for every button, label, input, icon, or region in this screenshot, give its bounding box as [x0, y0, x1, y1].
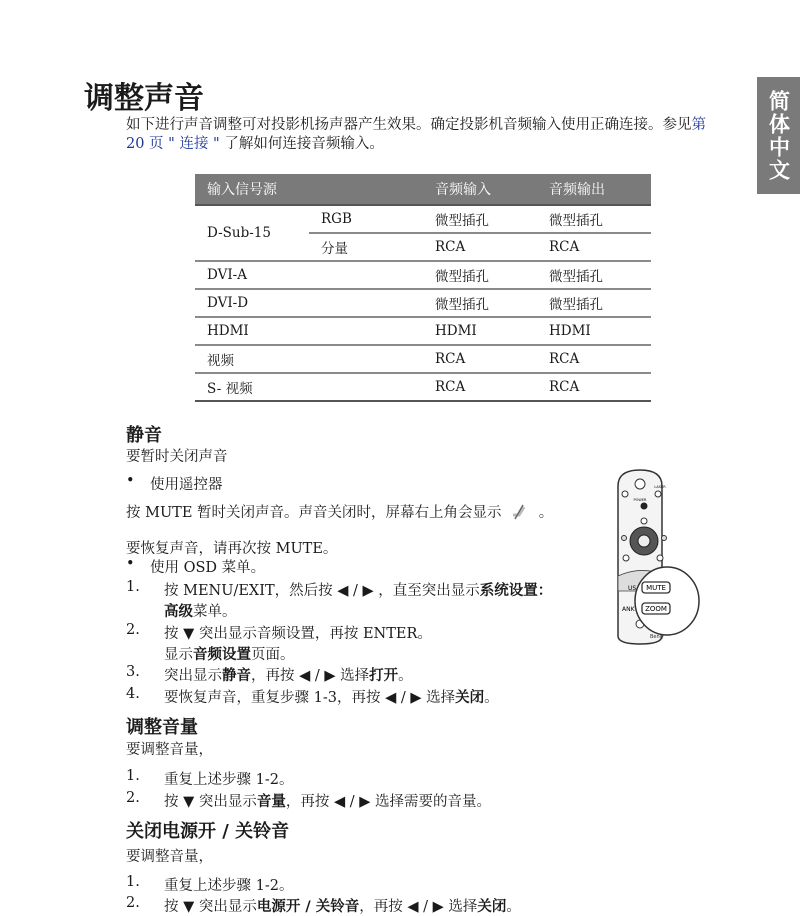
volume-desc: 要调整音量， [126, 742, 213, 758]
volume-section-title: 调整音量 [126, 717, 198, 738]
table-cell: HDMI [195, 317, 309, 345]
table-cell: DVI-D [195, 289, 309, 317]
table-cell: HDMI [423, 317, 537, 345]
mute-step-2-cont: 显示音频设置页面。 [164, 647, 295, 663]
table-header-row [195, 174, 651, 205]
table-cell [309, 261, 423, 289]
table-cell: 分量 [309, 233, 423, 261]
table-cell: 微型插孔 [435, 213, 489, 229]
table-cell: RCA [537, 233, 651, 261]
mute-step-1-cont: 高级菜单。 [164, 604, 237, 620]
table-cell: RGB [321, 211, 352, 227]
table-cell [309, 289, 423, 317]
table-cell: RCA [537, 345, 651, 373]
table-cell: 视频 [195, 345, 309, 373]
table-cell: DVI-A [195, 261, 309, 289]
table-row [195, 345, 651, 373]
connection-link[interactable]: 第 20 页 " 连接 " [126, 117, 706, 152]
mute-restore-text: 要恢复声音，请再次按 MUTE。 [126, 541, 338, 557]
mute-step-3: 突出显示静音，再按 ◀ / ▶ 选择打开。 [164, 668, 413, 684]
bullet: • [126, 473, 135, 489]
audio-signal-table [195, 174, 651, 402]
step-number: 1. [126, 768, 140, 784]
power-tone-section-title: 关闭电源开 / 关铃音 [126, 821, 290, 842]
power-label: POWER [633, 498, 647, 502]
us-label: US [628, 585, 637, 592]
laser-label: LASER [654, 485, 666, 489]
step-number: 3. [126, 664, 140, 680]
table-cell: 微型插孔 [537, 289, 651, 317]
step-number: 2. [126, 790, 140, 806]
mute-step-2: 按 ▼ 突出显示音频设置，再按 ENTER。 [164, 626, 432, 642]
bullet: • [126, 556, 135, 572]
power-tone-desc: 要调整音量， [126, 849, 213, 865]
header-audio-in: 音频输入 [423, 174, 537, 205]
mute-remote-line: 按 MUTE 暂时关闭声音。声音关闭时，屏幕右上角会显示 。 [126, 505, 554, 521]
header-input-source: 输入信号源 [195, 174, 309, 205]
step-number: 4. [126, 686, 140, 702]
step-number: 2. [126, 622, 140, 638]
mute-step-1: 按 MENU/EXIT，然后按 ◀ / ▶ ，直至突出显示系统设置： [164, 583, 553, 599]
header-audio-out: 音频输出 [537, 174, 651, 205]
table-cell: D-Sub-15 [195, 205, 309, 261]
table-cell [309, 317, 423, 345]
table-cell: S- 视频 [195, 373, 309, 401]
remote-control-illustration [610, 466, 702, 646]
table-cell: HDMI [537, 317, 651, 345]
mute-bullet-osd: 使用 OSD 菜单。 [150, 560, 266, 576]
mute-step-4: 要恢复声音，重复步骤 1-3，再按 ◀ / ▶ 选择关闭。 [164, 690, 499, 706]
table-cell: RCA [423, 233, 537, 261]
table-row [195, 261, 651, 289]
mute-desc: 要暂时关闭声音 [126, 449, 228, 465]
table-cell: RCA [537, 373, 651, 401]
step-number: 1. [126, 579, 140, 595]
table-cell: 微型插孔 [537, 261, 651, 289]
power-tone-step-1: 重复上述步骤 1-2。 [164, 878, 294, 894]
mute-button-label: MUTE [646, 584, 666, 592]
mute-section-title: 静音 [126, 425, 162, 446]
table-row [195, 317, 651, 345]
mute-indicator-icon [510, 503, 530, 521]
table-cell: 微型插孔 [423, 289, 537, 317]
mute-bullet-remote: 使用遥控器 [150, 477, 223, 493]
table-cell: RCA [423, 373, 537, 401]
table-cell [309, 373, 423, 401]
step-number: 2. [126, 895, 140, 911]
volume-step-1: 重复上述步骤 1-2。 [164, 772, 294, 788]
table-row [195, 373, 651, 401]
ank-label: ANK [622, 606, 635, 613]
page-title: 调整声音 [84, 81, 204, 116]
table-cell: 微型插孔 [423, 261, 537, 289]
intro-paragraph: 如下进行声音调整可对投影机扬声器产生效果。确定投影机音频输入使用正确连接。参见第 20 页 " 连接 " 了解如何连接音频输入。 [126, 117, 706, 152]
power-tone-step-2: 按 ▼ 突出显示电源开 / 关铃音，再按 ◀ / ▶ 选择关闭。 [164, 899, 521, 915]
language-tab: 简体中文 [757, 77, 800, 194]
zoom-button-label: ZOOM [645, 605, 667, 613]
table-cell: 微型插孔 [549, 213, 603, 229]
step-number: 1. [126, 874, 140, 890]
volume-step-2: 按 ▼ 突出显示音量，再按 ◀ / ▶ 选择需要的音量。 [164, 794, 491, 810]
table-cell: RCA [423, 345, 537, 373]
remote-brand: BenQ [650, 634, 664, 640]
table-cell [309, 345, 423, 373]
table-row [195, 205, 651, 233]
table-row [195, 289, 651, 317]
header-subtype [309, 174, 423, 205]
